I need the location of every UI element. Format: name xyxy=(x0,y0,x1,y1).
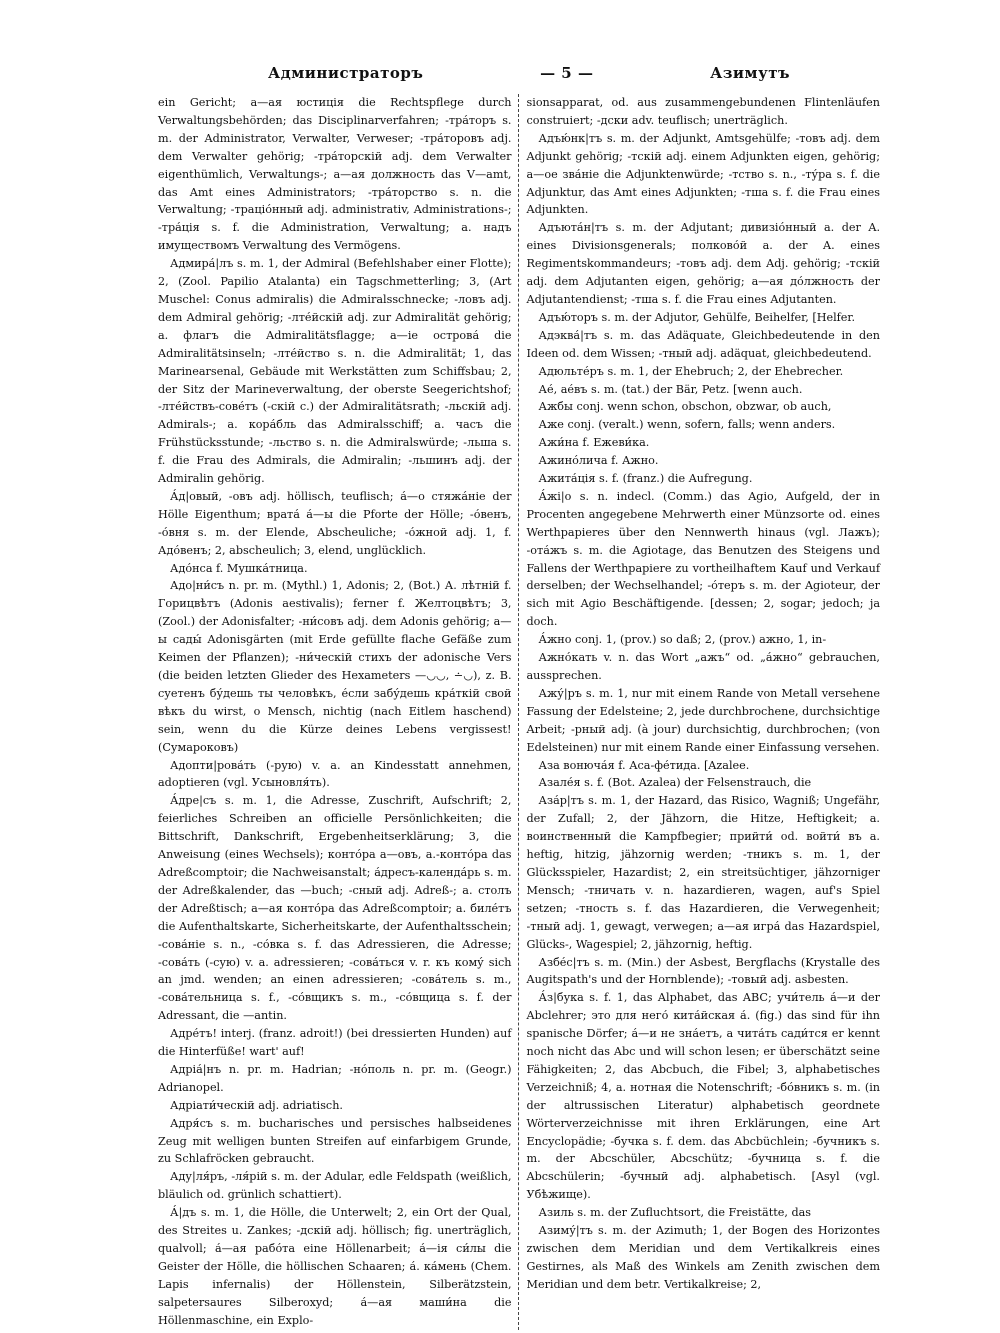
dictionary-entry: Ажно́кать v. n. das Wort „ажъ“ od. „а́жно“ gebrauchen, aussprechen. xyxy=(526,651,880,682)
dictionary-entry: Азиль s. m. der Zufluchtsort, die Freistätte, das xyxy=(538,1206,812,1220)
dictionary-entry: Адре́тъ! interj. (franz. adroit!) (bei dressierten Hunden) auf die Hinterfüße! wart' auf! xyxy=(158,1027,512,1059)
dictionary-entry: Ажу́|ръ s. m. 1, nur mit einem Rande von Metall versehene Fassung der Edelsteine; 2, jede durchbrochene, durchsichtige Arbeit; -рный adj. (à jour) durchsichtig, durchbrochen; (von Edelsteinen) nur mit einem Rande einer Einfassung versehen. xyxy=(526,686,880,754)
text-columns xyxy=(158,94,880,1330)
dictionary-entry: А́жно conj. 1, (prov.) so daß; 2, (prov.) ажно, 1, in- xyxy=(538,633,827,647)
header-first-word: Администраторъ xyxy=(268,64,424,82)
dictionary-entry: Азбе́с|тъ s. m. (Min.) der Asbest, Bergflachs (Krystalle des Augitspath's und der Hornblende); -товый adj. asbesten. xyxy=(526,955,880,987)
dictionary-entry: Азиму́|тъ s. m. der Azimuth; 1, der Bogen des Horizontes zwischen dem Meridian und dem Vertikalkreis eines Gestirnes, als Maß des Winkels am Zenith zwischen dem Meridian und dem betr. Vertikalkreise; 2, xyxy=(526,1224,880,1291)
dictionary-entry: Адъю́торъ s. m. der Adjutor, Gehülfe, Beihelfer, [Helfer. xyxy=(538,310,856,324)
dictionary-entry: Адріати́ческій adj. adriatisch. xyxy=(170,1098,343,1112)
dictionary-entry: Адря́съ s. m. bucharisches und persisches halbseidenes Zeug mit welligen bunten Streifen auf einfarbigem Grunde, zu Schlafröcken gebraucht. xyxy=(158,1116,512,1166)
dictionary-entry: Адопти|рова́ть (-рую) v. a. an Kindesstatt annehmen, adoptieren (vgl. Усыновля́ть). xyxy=(158,758,512,790)
right-column xyxy=(525,94,881,1330)
dictionary-entry: Адо́нса f. Мушка́тница. xyxy=(170,561,308,575)
dictionary-entry: Адюльте́ръ s. m. 1, der Ehebruch; 2, der Ehebrecher. xyxy=(538,364,844,378)
page-number: — 5 — xyxy=(540,64,594,82)
dictionary-entry: Адмира́|лъ s. m. 1, der Admiral (Befehlshaber einer Flotte); 2, (Zool. Papilio Atalanta) ein Tagschmetterling; 3, (Art Muschel: Conus admiralis) die Admiralsschnecke; -ловъ adj. dem Admiral gehörig; -лте́йскій adj. zur Admiralität gehörig; а. флагъ die Admiralitätsflagge; а—іе острова́ die Admiralitätsinseln; -лте́йство s. n. die Admiralität; 1, das Marinearsenal, Gebäude mit Werkstätten zum Schiffsbau; 2, der Sitz der Marineverwaltung, der oberste Seegerichtshof; -лте́йствъ-сове́тъ (-скій с.) der Admiralitätsrath; -льскій adj. Admirals-; а. кора́бль das Admiralsschiff; а. часъ die Frühstücksstunde; -льство s. n. die Admiralswürde; -льша s. f. die Frau des Admirals, die Admiralin; -льшинъ adj. der Admiralin gehörig. xyxy=(158,257,512,486)
dictionary-entry: Адэква́|тъ s. m. das Adäquate, Gleichbedeutende in den Ideen od. dem Wissen; -тный adj. adäquat, gleichbedeutend. xyxy=(526,328,880,360)
header-last-word: Азимутъ xyxy=(710,64,790,82)
dictionary-entry: Ажита́ція s. f. (franz.) die Aufregung. xyxy=(538,472,753,486)
dictionary-entry: Аже conj. (veralt.) wenn, sofern, falls; wenn anders. xyxy=(538,418,836,432)
dictionary-entry: Ае́, ае́въ s. m. (tat.) der Bär, Petz. [wenn auch. xyxy=(538,382,803,396)
dictionary-entry: А́|дъ s. m. 1, die Hölle, die Unterwelt; 2, ein Ort der Qual, des Streites u. Zankes; -дскій adj. höllisch; fig. unerträglich, qualvoll; а́—ая рабо́та eine Höllenarbeit; а́—ія си́лы die Geister der Hölle, die höllischen Schaaren; а́. ка́мень (Chem. Lapis infernalis) der Höllenstein, Silberätzstein, salpetersaures Silberoxyd; а́—ая маши́на die Höllenmaschine, ein Explo- xyxy=(158,1206,512,1327)
dictionary-entry: А́дре|съ s. m. 1, die Adresse, Zuschrift, Aufschrift; 2, feierliches Schreiben an officielle Persönlichkeiten; die Bittschrift, Dankschrift, Ergebenheitserklärung; 3, die Anweisung (eines Wechsels); конто́ра а—овъ, а.-конто́ра das Adreßcomptoir; die Nachweisanstalt; а́дресъ-календа́рь s. m. der Adreßkalender, das —buch; -сный adj. Adreß-; а. столъ der Adreßtisch; а—ая конто́ра das Adreßcomptoir; а. биле́тъ die Aufenthaltskarte, Sicherheitskarte, der Aufenthaltsschein; -сова́ніе s. n., -со́вка s. f. das Adressieren, die Adresse; -сова́ть (-сую) v. a. adressieren; -сова́ться v. r. къ кому́ sich an jmd. wenden; an einen adressieren; -сова́тель s. m., -сова́тельница s. f., -со́вщикъ s. m., -со́вщица s. f. der Adressant, die —antin. xyxy=(158,794,512,1023)
page-header xyxy=(158,64,880,90)
dictionary-entry: Аза́р|тъ s. m. 1, der Hazard, das Risico, Wagniß; Ungefähr, der Zufall; 2, der Jähzorn, die Hitze, Heftigkeit; а. воинственный die Kampfbegier; прийти́ od. войти́ въ а. heftig, hitzig, jähzornig werden; -тникъ s. m. 1, der Glücksspieler, Hazardist; 2, ein streitsüchtiger, jähzorniger Mensch; -тничать v. n. hazardieren, wagen, auf's Spiel setzen; -тность s. f. das Hazardieren, die Verwegenheit; -тный adj. 1, gewagt, verwegen; а—ая игра́ das Hazardspiel, Glücks-, Wagespiel; 2, jähzornig, heftig. xyxy=(526,794,880,951)
dictionary-entry: Азале́я s. f. (Bot. Azalea) der Felsenstrauch, die xyxy=(538,776,812,790)
dictionary-entry: Ажи́на f. Ежеви́ка. xyxy=(538,436,650,450)
dictionary-entry: А́жі|о s. n. indecl. (Comm.) das Agio, Aufgeld, der in Procenten angegebene Mehrwerth einer Münzsorte od. eines Werthpapieres über den Nennwerth hinaus (vgl. Лажъ); -ота́жъ s. m. die Agiotage, das Benutzen des Steigens und Fallens der Werthpapiere zu vortheilhaftem Kauf und Verkauf derselben; der Wechselhandel; -о́теръ s. m. der Agioteur, der sich mit Agio Beschäftigende. [dessen; 2, sogar; jedoch; ja doch. xyxy=(526,489,880,629)
dictionary-entry: Адъю́нк|тъ s. m. der Adjunkt, Amtsgehülfe; -товъ adj. dem Adjunkt gehörig; -тскій adj. einem Adjunkten eigen, gehörig; а—ое зва́ніе die Adjunktenwürde; -тство s. n., -ту́ра s. f. die Adjunktur, das Amt eines Adjunkten; -тша s. f. die Frau eines Adjunkten. xyxy=(526,131,880,217)
dictionary-entry: Ажино́лича f. Ажно. xyxy=(538,454,659,468)
column-divider xyxy=(518,94,520,1330)
dictionary-entry: Аду|ля́ръ, -ля́рій s. m. der Adular, edle Feldspath (weißlich, bläulich od. grünlich schattiert). xyxy=(158,1170,512,1202)
dictionary-entry: Аза вонюча́я f. Аса-фе́тида. [Azalee. xyxy=(538,758,750,772)
dictionary-page xyxy=(158,64,880,1327)
dictionary-entry: А́д|овый, -овъ adj. höllisch, teuflisch; а́—о стяжа́ніе der Hölle Eigenthum; врата́ а́—ы die Pforte der Hölle; -о́венъ, -о́вня s. m. der Elende, Abscheuliche; -о́жной adj. 1, f. Адо́венъ; 2, abscheulich; 3, elend, unglücklich. xyxy=(158,489,512,557)
left-column xyxy=(158,94,518,1330)
dictionary-entry: ein Gericht; а—ая юстиція die Rechtspflege durch Verwaltungsbehörden; das Disciplinarverfahren; -тра́торъ s. m. der Administrator, Verwalter, Verweser; -тра́торовъ adj. dem Verwalter gehörig; -тра́торскій adj. dem Verwalter eigenthümlich, Verwaltungs-; а—ая должность das V—amt, das Amt eines Administrators; -тра́торство s. n. die Verwaltung; -траціо́нный adj. administrativ, Administrations-; -тра́ція s. f. die Administration, Verwaltung; а. надъ имуществомъ Verwaltung des Vermögens. xyxy=(158,96,512,253)
dictionary-entry: sionsapparat, od. aus zusammengebundenen Flintenläufen construiert; -дски adv. teuflisch; unerträglich. xyxy=(526,96,880,127)
dictionary-entry: Адъюта́н|тъ s. m. der Adjutant; дивизіо́нный а. der A. eines Divisionsgenerals; полково́й а. der A. eines Regimentskommandeurs; -товъ adj. dem Adj. gehörig; -тскій adj. dem Adjutanten eigen, gehörig; а—ая до́лжность der Adjutantendienst; -тша s. f. die Frau eines Adjutanten. xyxy=(526,221,880,306)
dictionary-entry: А́з|бука s. f. 1, das Alphabet, das ABC; учи́тель а́—и der Abclehrer; это для него́ кита́йская а́. (fig.) das sind für ihn spanische Dörfer; а́—и не зна́етъ, а чита́ть сади́тся er kennt noch nicht das Abc und will schon lesen; er überschätzt seine Fähigkeiten; 2, das Abcbuch, die Fibel; 3, alphabetisches Verzeichniß; 4, а. нотная die Notenschrift; -бо́вникъ s. m. (in der altrussischen Literatur) alphabetisch geordnete Wörterverzeichnisse mit ihren Erklärungen, eine Art Encyclopädie; -бучка s. f. dem. das Abcbüchlein; -бучникъ s. m. der Abcschüler, Abcschütz; -бучница s. f. die Abcschülerin; -бучный adj. alphabetisch. [Asyl (vgl. Убѣжище). xyxy=(526,991,880,1202)
dictionary-entry: Адріа́|нъ n. pr. m. Hadrian; -но́поль n. pr. m. (Geogr.) Adrianopel. xyxy=(158,1062,512,1094)
dictionary-entry: Ажбы conj. wenn schon, obschon, obzwar, ob auch, xyxy=(538,400,832,414)
dictionary-entry: Адо|ни́съ n. pr. m. (Mythl.) 1, Adonis; 2, (Bot.) А. лѣтній f. Горицвѣтъ (Adonis aestivalis); ferner f. Желтоцвѣтъ; 3, (Zool.) der Adonisfalter; -ни́совъ adj. dem Adonis gehörig; а—ы сады́ Adonisgärten (mit Erde gefüllte flache Gefäße zum Keimen der Pflanzen); -ни́ческій стихъ der adonische Vers (die beiden letzten Glieder des Hexameters —◡◡, ∸◡), z. B. суетенъ бу́дешь ты человѣкъ, е́сли забу́дешь кра́ткій свой вѣкъ du wirst, o Mensch, nichtig (nach Eitlem haschend) sein, wenn du die Kürze deines Lebens vergissest! (Сумароковъ) xyxy=(158,579,512,754)
